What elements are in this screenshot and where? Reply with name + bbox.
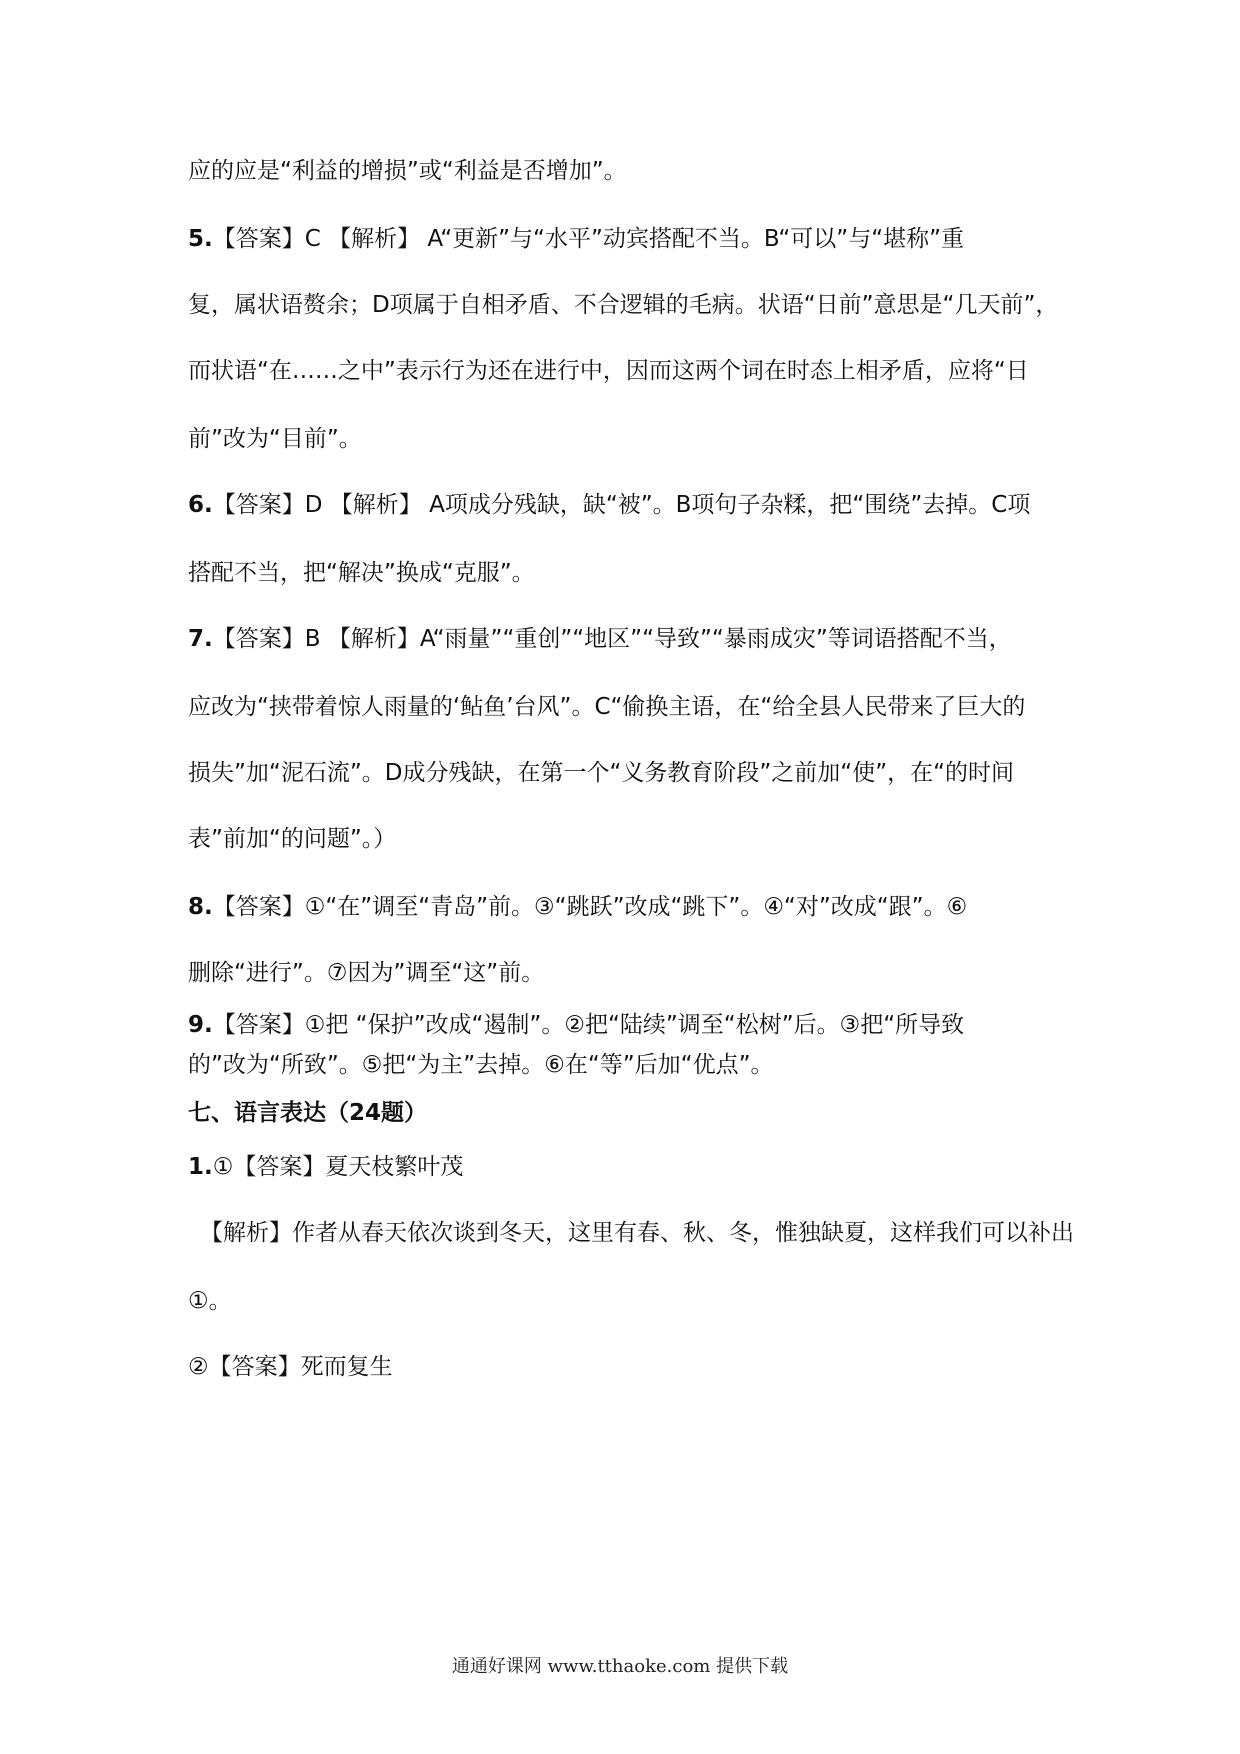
line-text: ①。	[188, 1288, 232, 1314]
line-text: 前”改为“目前”。	[188, 426, 362, 452]
item-number: 7.	[188, 626, 213, 652]
text-line	[188, 824, 396, 854]
page-footer: 通通好课网 www.tthaoke.com 提供下载	[451, 1656, 789, 1677]
line-text: 删除“进行”。⑦因为”调至“这”前。	[188, 960, 545, 986]
item-number: 8.	[188, 894, 213, 920]
text-line	[188, 1286, 232, 1316]
answer-item-9	[188, 1010, 964, 1040]
line-text: 表”前加“的问题”。）	[188, 826, 397, 852]
section-heading: 七、语言表达（24题）	[188, 1100, 428, 1126]
line-text: 应改为“挟带着惊人雨量的‘鲇鱼’台风”。C“偷换主语，在“给全县人民带来了巨大的	[188, 694, 1026, 720]
text-line	[188, 356, 1029, 386]
line-text: 【解析】作者从春天依次谈到冬天，这里有春、秋、冬，惟独缺夏，这样我们可以补出	[200, 1220, 1074, 1246]
line-text: 应的应是“利益的增损”或“利益是否增加”。	[188, 158, 627, 184]
line-text: 搭配不当，把“解决”换成“克服”。	[188, 560, 535, 586]
answer-item-8	[188, 892, 967, 922]
line-text: 而状语“在……之中”表示行为还在进行中，因而这两个词在时态上相矛盾，应将“日	[188, 358, 1029, 384]
text-line	[188, 424, 362, 454]
line-text: ①【答案】夏天枝繁叶茂	[212, 1154, 464, 1180]
line-text: 【答案】①“在”调至“青岛”前。③“跳跃”改成“跳下”。④“对”改成“跟”。⑥	[212, 894, 968, 920]
line-text: 复，属状语赘余；D项属于自相矛盾、不合逻辑的毛病。状语“日前”意思是“几天前”，	[188, 292, 1059, 318]
line-text: 【答案】①把 “保护”改成“遏制”。②把“陆续”调至“松树”后。③把“所导致	[212, 1012, 965, 1038]
text-line	[200, 1218, 1074, 1248]
text-line	[188, 156, 627, 186]
answer-item-6	[188, 490, 1030, 520]
text-line	[188, 558, 535, 588]
text-line	[188, 692, 1025, 722]
item-number: 5.	[188, 226, 213, 252]
item-number: 1.	[188, 1154, 213, 1180]
answer-item-7	[188, 624, 1012, 654]
text-line	[188, 290, 1058, 320]
text-line	[188, 958, 544, 988]
text-line	[188, 758, 1014, 788]
answer-item-5	[188, 224, 964, 254]
line-text: 【答案】C 【解析】 A“更新”与“水平”动宾搭配不当。B“可以”与“堪称”重	[212, 226, 965, 252]
answer-item-1	[188, 1152, 463, 1182]
text-line	[188, 1050, 773, 1080]
item-number: 9.	[188, 1012, 213, 1038]
line-text: 损失”加“泥石流”。D成分残缺，在第一个“义务教育阶段”之前加“使”，在“的时间	[188, 760, 1015, 786]
line-text: 的”改为“所致”。⑤把“为主”去掉。⑥在“等”后加“优点”。	[188, 1052, 774, 1078]
item-number: 6.	[188, 492, 213, 518]
text-line	[188, 1352, 393, 1382]
line-text: 【答案】B 【解析】A“雨量”“重创”“地区”“导致”“暴雨成灾”等词语搭配不当，	[212, 626, 1012, 652]
line-text: ②【答案】死而复生	[188, 1354, 393, 1380]
line-text: 【答案】D 【解析】 A项成分残缺，缺“被”。B项句子杂糅，把“围绕”去掉。C项	[212, 492, 1031, 518]
